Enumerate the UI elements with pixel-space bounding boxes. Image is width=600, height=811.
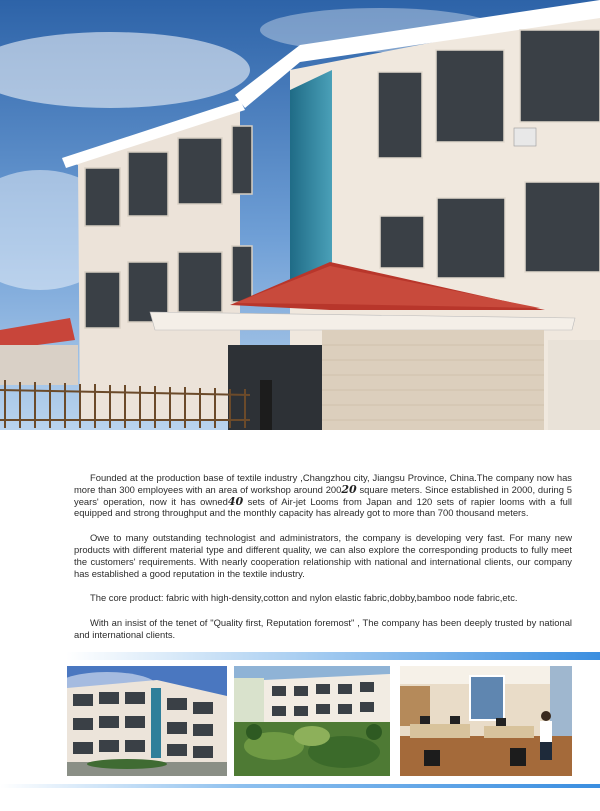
paragraph-core-product: The core product: fabric with high-density,cotton and nylon elastic fabric,dobby,bamboo node fabric,etc. [90, 592, 518, 604]
paragraph-tenet: With an insist of the tenet of "Quality first, Reputation foremost" , The company has been deeply trusted by national and international clients. [74, 617, 572, 640]
garden-courtyard-photo [234, 666, 390, 776]
paragraph-development: Owe to many outstanding technologist and administrators, the company is developing very fast. For many new products with different material type and different quality, we can also explore the corresponding products to fully meet the customers' requirements. With nearly cooperation relationship with national and international clients, our company has established a good reputation in the textile industry. [74, 532, 572, 579]
handwritten-correction: 40 [227, 494, 244, 508]
paragraph-intro: Founded at the production base of textile industry ,Changzhou city, Jiangsu Province, China.The company now has more than 300 employees with an area of workshop around 20020 square meters. Since established in 2000, during 5 years' operation, now it has owned40 sets of Air-jet Looms from Japan and 120 sets of rapier looms with a full equipped and strong throughput and the monthly capacity has already got to more than 700 thousand meters. [74, 472, 573, 519]
handwritten-correction: 20 [341, 482, 357, 496]
bottom-band [0, 784, 600, 788]
decorative-band [66, 652, 600, 660]
company-profile-text [74, 472, 572, 654]
office-interior-photo [400, 666, 572, 776]
building-exterior-photo [67, 666, 227, 776]
